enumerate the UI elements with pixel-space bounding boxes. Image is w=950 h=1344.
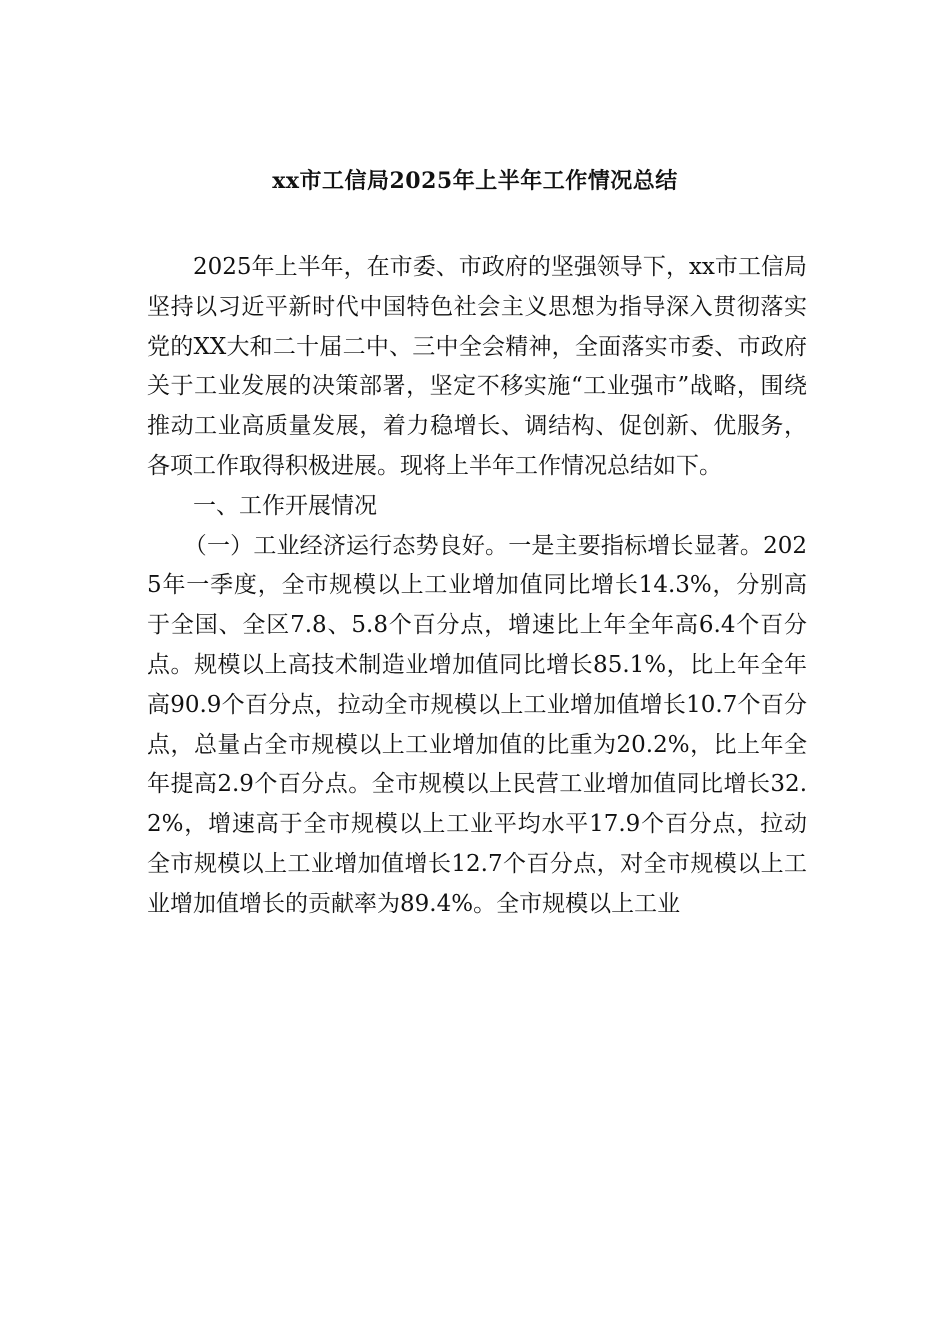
- section-1-paragraph: （一）工业经济运行态势良好。一是主要指标增长显著。2025年一季度，全市规模以上工业增加值同比增长14.3%，分别高于全国、全区7.8、5.8个百分点，增速比上年全年高6.4个百分点。规模以上高技术制造业增加值同比增长85.1%，比上年全年高90.9个百分点，拉动全市规模以上工业增加值增长10.7个百分点，总量占全市规模以上工业增加值的比重为20.2%，比上年全年提高2.9个百分点。全市规模以上民营工业增加值同比增长32.2%，增速高于全市规模以上工业平均水平17.9个百分点，拉动全市规模以上工业增加值增长12.7个百分点，对全市规模以上工业增加值增长的贡献率为89.4%。全市规模以上工业: [147, 532, 807, 917]
- document-body: [147, 248, 807, 925]
- section-heading: 一、工作开展情况: [193, 492, 377, 519]
- document-title: xx市工信局2025年上半年工作情况总结: [272, 168, 678, 194]
- intro-paragraph: 2025年上半年，在市委、市政府的坚强领导下，xx市工信局坚持以习近平新时代中国特色社会主义思想为指导深入贯彻落实党的XX大和二十届二中、三中全会精神，全面落实市委、市政府关于工业发展的决策部署，坚定不移实施“工业强市”战略，围绕推动工业高质量发展，着力稳增长、调结构、促创新、优服务，各项工作取得积极进展。现将上半年工作情况总结如下。: [147, 254, 807, 479]
